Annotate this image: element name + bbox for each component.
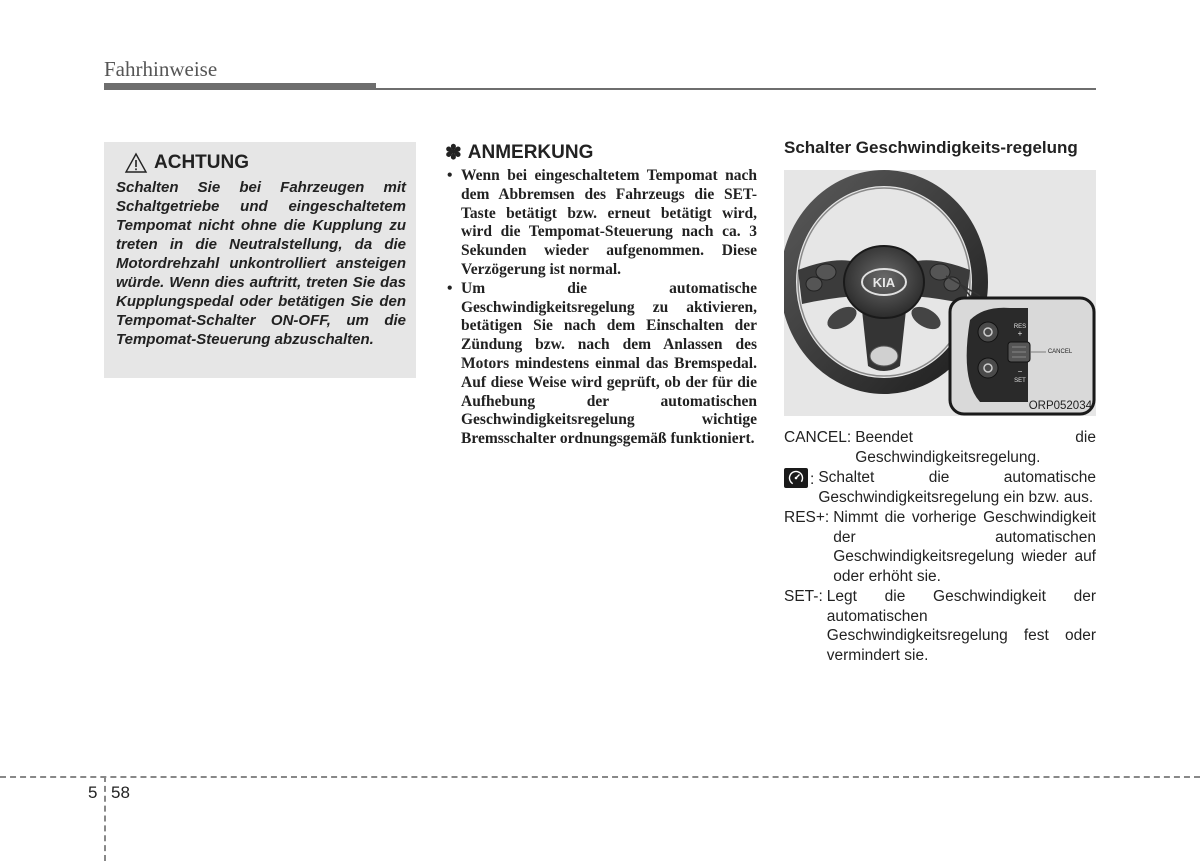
definition-item <box>784 468 1096 507</box>
definition-desc: Nimmt die vorherige Geschwindigkeit der automatischen Geschwindigkeitsregelung wieder auf oder erhöht sie. <box>833 509 1096 585</box>
res-label: RES <box>1013 324 1027 330</box>
definition-term <box>784 468 818 507</box>
definition-desc: Legt die Geschwindigkeit der automatischen Geschwindigkeitsregelung fest oder vermindert sie. <box>826 588 1096 664</box>
warning-header <box>124 152 406 174</box>
plus-label: + <box>1017 329 1023 338</box>
warning-triangle-icon <box>124 152 148 174</box>
image-caption: ORP052034 <box>1028 400 1092 412</box>
footer-divider <box>0 776 1200 778</box>
definition-item <box>784 508 1096 586</box>
note-item: • Um die automatische Geschwindigkeitsregelung zu aktivieren, betätigen Sie nach dem Einschalten der Zündung bzw. nach dem Anlassen des Motors mindestens einmal das Bremspedal. Auf diese Weise wird geprüft, ob der für die Aufhebung der automatischen Geschwindigkeitsregelung wichtige Bremsschalter ordnungsgemäß funktioniert. <box>445 280 757 449</box>
definition-desc: Beendet die Geschwindigkeitsregelung. <box>855 429 1096 466</box>
definition-term: RES+: <box>784 509 830 526</box>
note-header <box>445 140 757 165</box>
note-star-icon: ✽ <box>445 142 462 164</box>
note-list <box>445 167 757 449</box>
definition-term: SET-: <box>784 588 823 605</box>
set-label: SET <box>1014 378 1026 384</box>
cruise-control-icon <box>784 468 808 488</box>
warning-box <box>104 142 416 378</box>
warning-title: ACHTUNG <box>154 152 249 173</box>
minus-label: − <box>1017 367 1023 376</box>
note-item: • Wenn bei eingeschaltetem Tempomat nach dem Abbremsen des Fahrzeugs die SET-Taste betätigt bzw. erneut betätigt wird, wird die Tempomat-Steuerung nach ca. 3 Sekunden wieder aufgenommen. Diese Verzögerung ist normal. <box>445 167 757 280</box>
header-rule-thick <box>104 83 376 90</box>
definition-list <box>784 428 1096 665</box>
section-title: Schalter Geschwindigkeits-regelung <box>784 138 1078 157</box>
note-title: ANMERKUNG <box>467 141 594 163</box>
definition-term: CANCEL: <box>784 429 852 446</box>
footer-vertical-divider <box>104 776 106 861</box>
definition-item <box>784 428 1096 467</box>
header-rule-thin <box>376 88 1096 90</box>
page-header-title: Fahrhinweise <box>104 57 218 81</box>
page-number: 58 <box>111 783 130 802</box>
steering-wheel-image <box>784 170 1096 416</box>
warning-text: Schalten Sie bei Fahrzeugen mit Schaltgetriebe und eingeschaltetem Tempomat nicht ohne die Kupplung zu treten in die Neutralstellung, da die Motordrehzahl unkontrolliert ansteigen würde. Wenn dies auftritt, treten Sie das Kupplungspedal oder betätigen Sie den Tempomat-Schalter ON-OFF, um die Tempomat-Steuerung abzuschalten. <box>116 179 406 348</box>
definition-desc: Schaltet die automatische Geschwindigkeitsregelung ein bzw. aus. <box>818 469 1096 506</box>
steering-wheel-illustration <box>784 170 1096 416</box>
switch-section <box>784 138 1096 666</box>
note-section <box>445 140 757 449</box>
kia-logo-text: KIA <box>872 275 896 290</box>
chapter-number: 5 <box>88 783 98 802</box>
cancel-label: CANCEL <box>1047 349 1073 355</box>
definition-term-colon: : <box>810 471 815 488</box>
definition-item <box>784 587 1096 665</box>
